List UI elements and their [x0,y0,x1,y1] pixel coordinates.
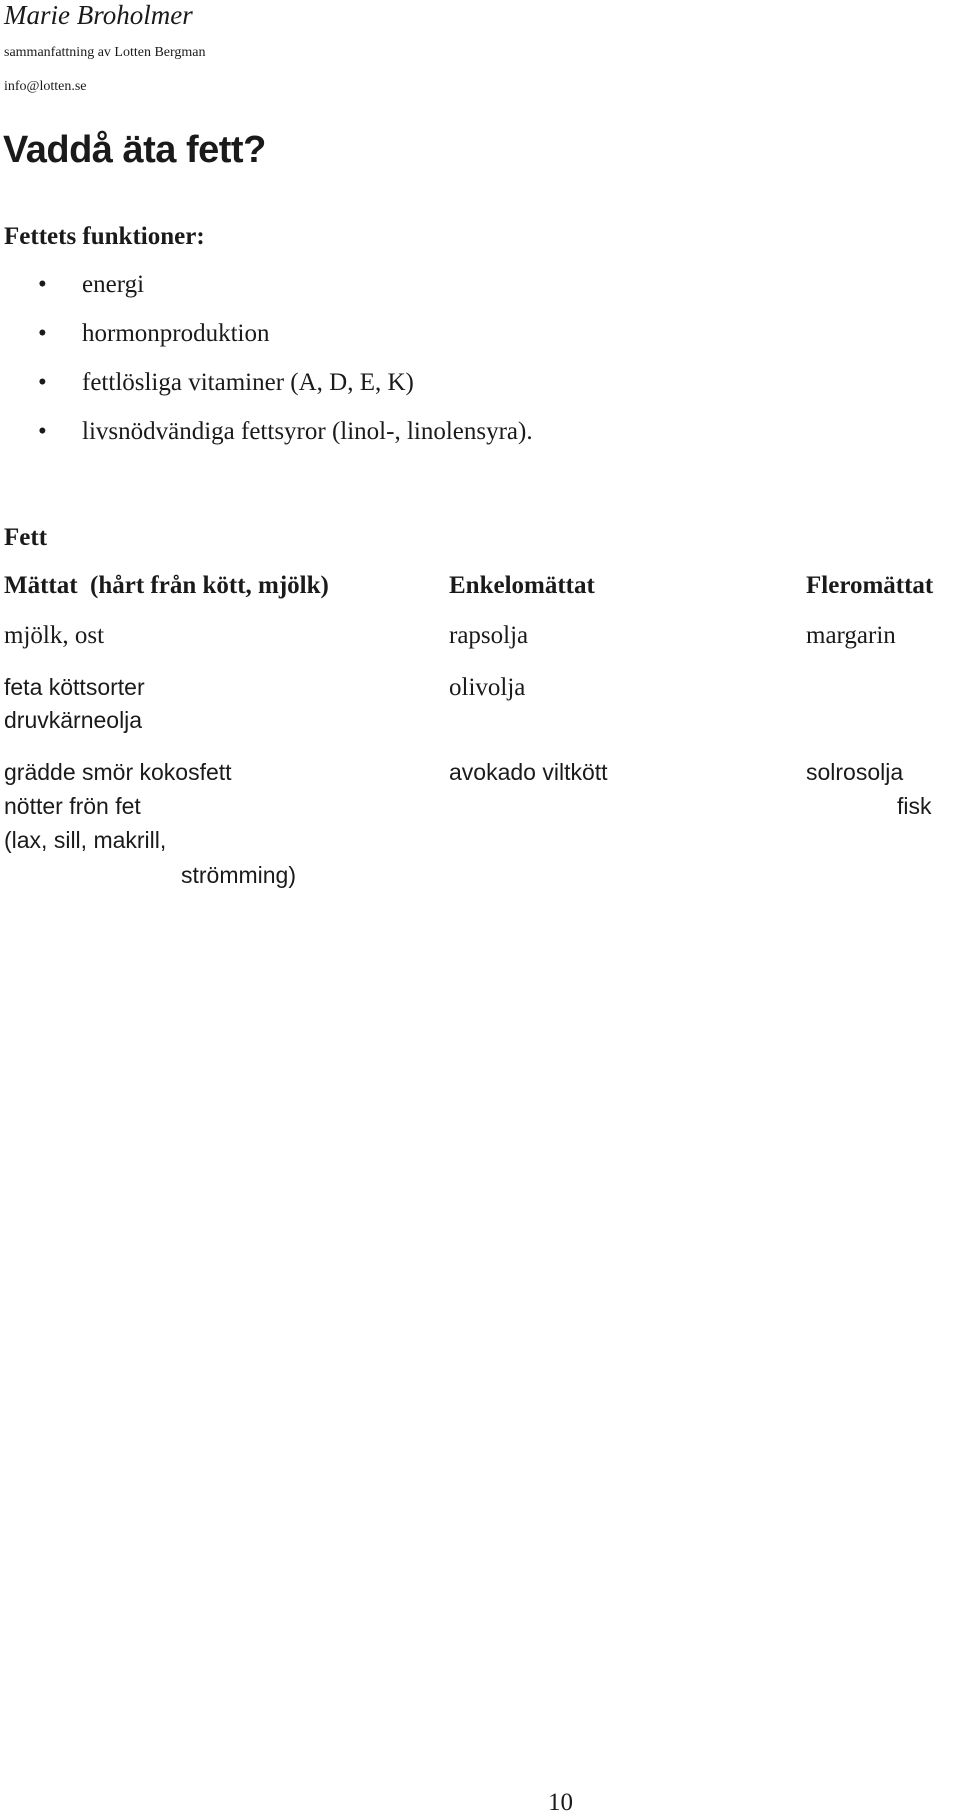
table-cell: solrosolja [806,759,904,785]
table-cell: fisk [897,793,932,819]
fat-table-heading: Fett [4,524,48,551]
contact-email: info@lotten.se [4,79,87,94]
list-item-text: livsnödvändiga fettsyror (linol-, linolensyra). [82,418,533,445]
bullet-icon: • [38,369,47,396]
column-header-polyunsaturated: Fleromättat [806,572,934,599]
table-cell: (lax, sill, makrill, [4,827,167,853]
table-cell: mjölk, ost [4,622,105,649]
list-item-text: energi [82,271,145,298]
document-subtitle: sammanfattning av Lotten Bergman [4,45,206,60]
table-cell: nötter frön fet [4,793,141,819]
page-title: Vaddå äta fett? [3,129,266,171]
functions-heading: Fettets funktioner: [4,223,205,250]
column-header-saturated: Mättat [4,572,78,599]
table-cell: avokado viltkött [449,759,608,785]
list-item-text: fettlösliga vitaminer (A, D, E, K) [82,369,414,396]
column-header-saturated-note: (hårt från kött, mjölk) [90,572,329,599]
table-cell: feta köttsorter [4,674,145,700]
table-cell: olivolja [449,674,526,701]
bullet-icon: • [38,418,47,445]
table-cell: rapsolja [449,622,529,649]
table-cell: grädde smör kokosfett [4,759,232,785]
table-cell: druvkärneolja [4,707,143,733]
bullet-icon: • [38,320,47,347]
list-item-text: hormonproduktion [82,320,270,347]
bullet-icon: • [38,271,47,298]
author-name: Marie Broholmer [4,0,193,30]
table-cell: strömming) [181,862,297,888]
table-cell: margarin [806,622,896,649]
column-header-monounsaturated: Enkelomättat [449,572,595,599]
page-number: 10 [548,1789,573,1816]
